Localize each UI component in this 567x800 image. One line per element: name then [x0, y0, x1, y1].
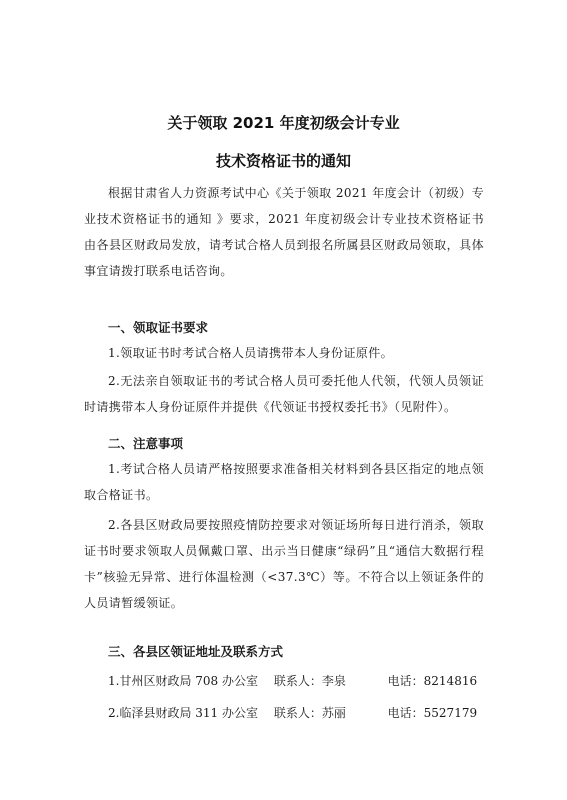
contact-dept: 1.甘州区财政局 708 办公室: [108, 674, 258, 688]
section2-item2: 2.各县区财政局要按照疫情防控要求对领证场所每日进行消杀，领取证书时要求领取人员佩戴口罩、出示当日健康“绿码”且“通信大数据行程卡”核验无异常、进行体温检测（<37.3℃）等。不符合以上领证条件的人员请暂缓领证。: [84, 518, 484, 610]
document-title-line1: 关于领取 2021 年度初级会计专业: [167, 114, 400, 132]
section2-heading: 二、注意事项: [108, 436, 184, 451]
document-title-line2: 技术资格证书的通知: [215, 152, 351, 170]
contact-row: [108, 704, 477, 721]
contact-person: 联系人：李泉: [273, 674, 346, 688]
intro-paragraph: 根据甘肃省人力资源考试中心《关于领取 2021 年度会计（初级）专业技术资格证书的通知 》要求，2021 年度初级会计专业技术资格证书由各县区财政局发放，请考试合格人员到报名所属县区财政局领取，具体事宜请拨打联系电话咨询。: [84, 186, 484, 278]
section2-item1: 1.考试合格人员请严格按照要求准备相关材料到各县区指定的地点领取合格证书。: [84, 462, 484, 502]
contact-phone: 电话：5527179: [387, 706, 478, 720]
contact-person: 联系人：苏丽: [273, 706, 346, 720]
contact-row: [108, 672, 477, 689]
section3-heading: 三、各县区领证地址及联系方式: [108, 644, 284, 659]
section1-item1: 1.领取证书时考试合格人员请携带本人身份证原件。: [108, 346, 394, 360]
contact-phone: 电话：8214816: [387, 674, 478, 688]
section1-heading: 一、领取证书要求: [108, 320, 209, 335]
section1-item2: 2.无法亲自领取证书的考试合格人员可委托他人代领，代领人员领证时请携带本人身份证原件并提供《代领证书授权委托书》（见附件）。: [84, 374, 484, 414]
contact-dept: 2.临泽县财政局 311 办公室: [108, 706, 258, 720]
